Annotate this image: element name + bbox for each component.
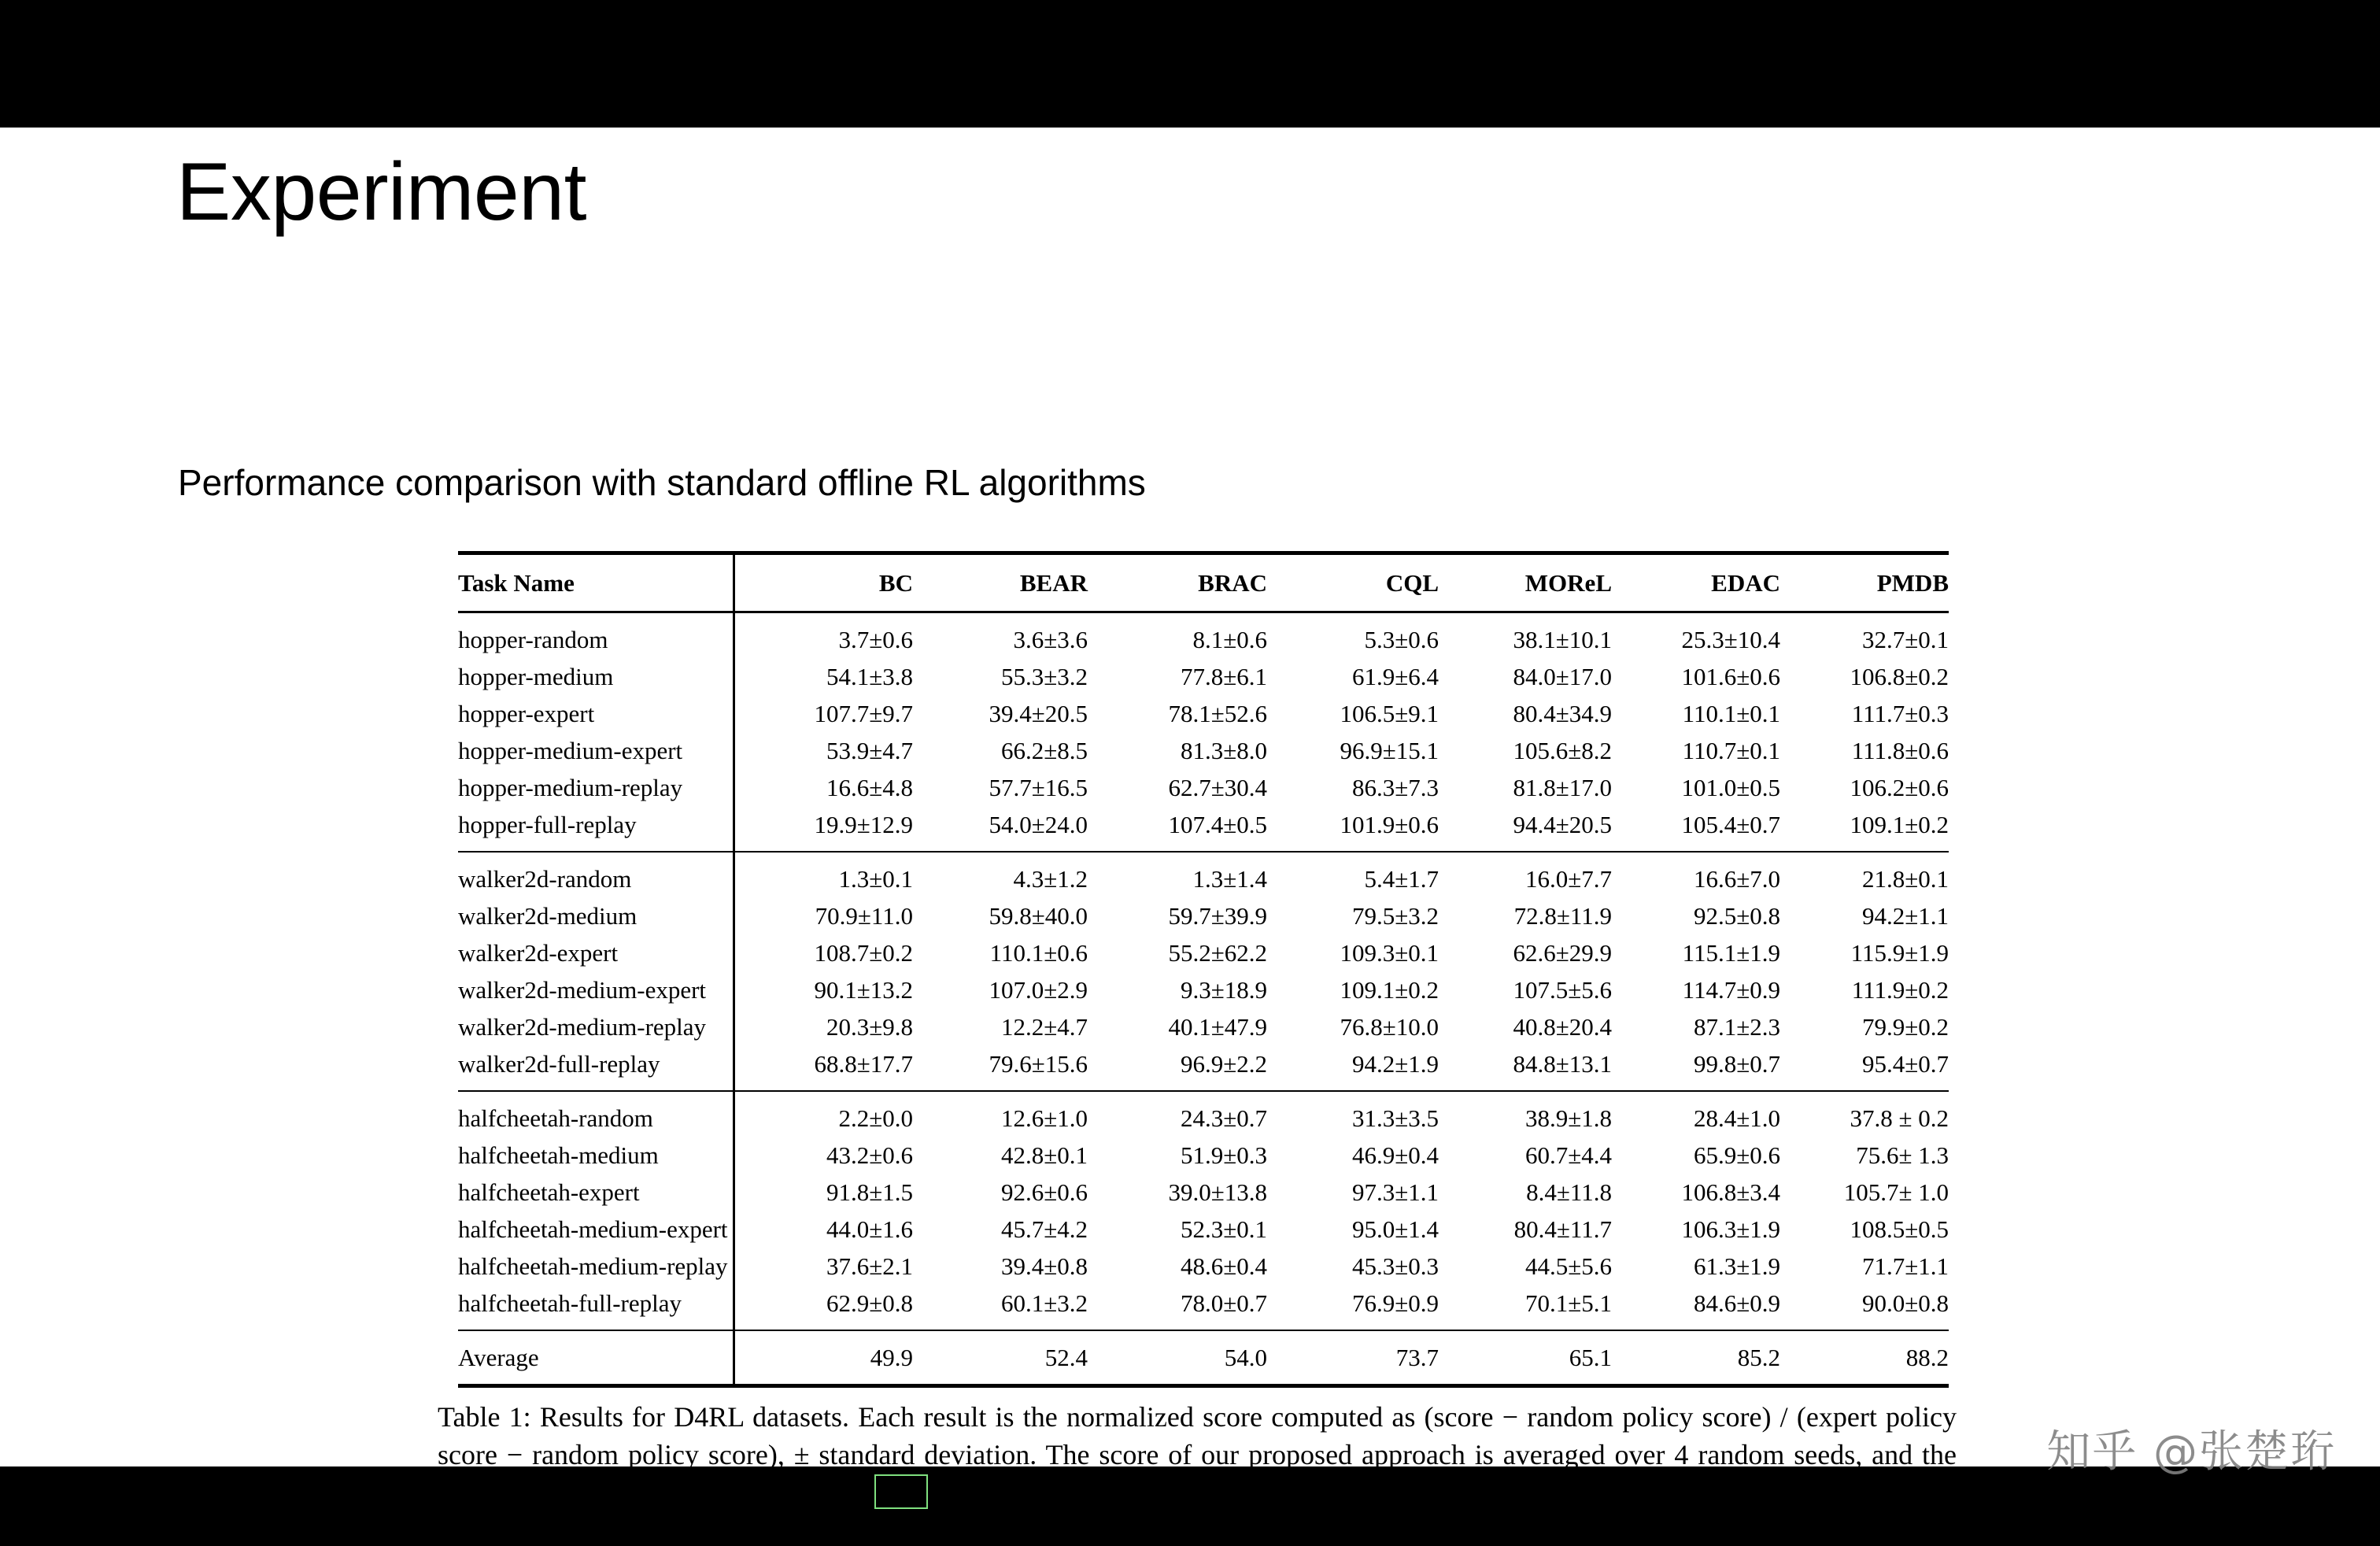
score-cell: 110.7±0.1 [1682, 737, 1780, 764]
score-cell: 115.9±1.9 [1850, 939, 1949, 967]
task-name-cell: walker2d-medium-expert [458, 976, 707, 1004]
column-header-brac: BRAC [1198, 569, 1267, 597]
score-cell: 97.3±1.1 [1351, 1178, 1439, 1206]
score-cell: 66.2±8.5 [1000, 737, 1088, 764]
results-figure [438, 551, 1957, 1511]
score-cell: 71.7±1.1 [1861, 1252, 1949, 1280]
score-cell: 20.3±9.8 [734, 1008, 913, 1045]
score-cell: 108.7±0.2 [734, 934, 913, 971]
score-cell: 55.3±3.2 [1000, 663, 1088, 690]
table-rule [458, 1386, 1949, 1389]
score-cell: 59.7±39.9 [1168, 902, 1267, 930]
score-cell: 79.5±3.2 [1351, 902, 1439, 930]
score-cell: 105.7± 1.0 [1843, 1178, 1949, 1206]
score-cell: 111.8±0.6 [1851, 737, 1949, 764]
score-cell: 25.3±10.4 [1681, 626, 1780, 653]
score-cell: 107.5±5.6 [1513, 976, 1612, 1004]
column-header-bear: BEAR [1019, 569, 1088, 597]
score-cell: 84.8±13.1 [1513, 1050, 1612, 1078]
score-cell: 70.9±11.0 [734, 897, 913, 934]
task-name-cell: halfcheetah-medium [458, 1141, 659, 1169]
caption-text-part2: . [927, 1476, 935, 1508]
score-cell: 77.8±6.1 [1180, 663, 1267, 690]
task-name-cell: halfcheetah-medium-expert [458, 1215, 728, 1243]
score-cell: 38.1±10.1 [1513, 626, 1612, 653]
score-cell: 43.2±0.6 [734, 1137, 913, 1174]
task-name-cell: halfcheetah-medium-replay [458, 1252, 728, 1280]
score-cell: 84.6±0.9 [1693, 1289, 1780, 1317]
score-cell: 42.8±0.1 [1000, 1141, 1088, 1169]
score-cell: 5.4±1.7 [1364, 865, 1439, 893]
table-row [458, 806, 1949, 852]
score-cell: 48.6±0.4 [1180, 1252, 1267, 1280]
score-cell: 111.7±0.3 [1851, 700, 1949, 727]
score-cell: 106.8±0.2 [1850, 663, 1949, 690]
score-cell: 101.6±0.6 [1681, 663, 1780, 690]
table-caption [438, 1399, 1957, 1511]
column-header-edac: EDAC [1711, 569, 1780, 597]
score-cell: 44.0±1.6 [734, 1211, 913, 1248]
score-cell: 84.0±17.0 [1513, 663, 1612, 690]
table-row [458, 897, 1949, 934]
score-cell: 114.7±0.9 [1682, 976, 1780, 1004]
score-cell: 72.8±11.9 [1513, 902, 1612, 930]
score-cell: 62.7±30.4 [1168, 774, 1267, 801]
score-cell: 109.3±0.1 [1340, 939, 1439, 967]
task-name-cell: hopper-random [458, 626, 608, 653]
results-table [458, 551, 1949, 1388]
score-cell: 99.8±0.7 [1693, 1050, 1780, 1078]
caption-label: Table 1: [438, 1401, 531, 1433]
score-cell: 91.8±1.5 [734, 1174, 913, 1211]
task-name-cell: walker2d-expert [458, 939, 619, 967]
task-name-cell: halfcheetah-random [458, 1104, 653, 1132]
task-name-cell: hopper-full-replay [458, 811, 637, 838]
score-cell: 90.1±13.2 [734, 971, 913, 1008]
score-cell: 1.3±1.4 [1192, 865, 1267, 893]
score-cell: 39.4±0.8 [1000, 1252, 1088, 1280]
table-row [458, 1285, 1949, 1330]
table-header-row [458, 555, 1949, 612]
score-cell: 78.1±52.6 [1168, 700, 1267, 727]
score-cell: 94.2±1.9 [1351, 1050, 1439, 1078]
score-cell: 81.3±8.0 [1180, 737, 1267, 764]
score-cell: 68.8±17.7 [734, 1045, 913, 1091]
score-cell: 80.4±34.9 [1513, 700, 1612, 727]
table-row [458, 971, 1949, 1008]
score-cell: 39.4±20.5 [989, 700, 1088, 727]
score-cell: 12.6±1.0 [1000, 1104, 1088, 1132]
column-header-pmdb: PMDB [1876, 569, 1949, 597]
average-score-cell: 88.2 [1905, 1344, 1949, 1371]
task-name-cell: hopper-medium-expert [458, 737, 683, 764]
score-cell: 59.8±40.0 [989, 902, 1088, 930]
score-cell: 1.3±0.1 [734, 853, 913, 897]
score-cell: 79.9±0.2 [1861, 1013, 1949, 1041]
score-cell: 81.8±17.0 [1513, 774, 1612, 801]
slide-subtitle: Performance comparison with standard offline RL algorithms [178, 462, 1146, 503]
average-score-cell: 49.9 [734, 1331, 913, 1386]
score-cell: 60.7±4.4 [1524, 1141, 1612, 1169]
citation-link[interactable]: [13] [874, 1474, 928, 1509]
table-row [458, 1211, 1949, 1248]
score-cell: 110.1±0.1 [1682, 700, 1780, 727]
table-row [458, 1137, 1949, 1174]
score-cell: 95.4±0.7 [1861, 1050, 1949, 1078]
score-cell: 54.0±24.0 [989, 811, 1088, 838]
score-cell: 54.1±3.8 [734, 658, 913, 695]
average-score-cell: 54.0 [1224, 1344, 1267, 1371]
score-cell: 45.3±0.3 [1351, 1252, 1439, 1280]
score-cell: 38.9±1.8 [1524, 1104, 1612, 1132]
column-header-bc: BC [734, 555, 913, 612]
task-name-cell: walker2d-full-replay [458, 1050, 660, 1078]
score-cell: 65.9±0.6 [1693, 1141, 1780, 1169]
caption-text-part1: Results for D4RL datasets. Each result is the normalized score computed as (score − random policy score) / (expert policy score − random policy score), ± standard deviation. The score of our proposed approach is averaged over 4 random seeds, and the results of the baselines are taken from [438, 1401, 1957, 1508]
score-cell: 94.2±1.1 [1861, 902, 1949, 930]
score-cell: 105.6±8.2 [1513, 737, 1612, 764]
table-row [458, 732, 1949, 769]
score-cell: 76.9±0.9 [1351, 1289, 1439, 1317]
score-cell: 86.3±7.3 [1351, 774, 1439, 801]
score-cell: 19.9±12.9 [734, 806, 913, 852]
score-cell: 92.6±0.6 [1000, 1178, 1088, 1206]
score-cell: 39.0±13.8 [1168, 1178, 1267, 1206]
score-cell: 109.1±0.2 [1340, 976, 1439, 1004]
task-name-cell: walker2d-medium-replay [458, 1013, 707, 1041]
score-cell: 16.6±4.8 [734, 769, 913, 806]
score-cell: 92.5±0.8 [1693, 902, 1780, 930]
score-cell: 16.6±7.0 [1693, 865, 1780, 893]
score-cell: 61.9±6.4 [1351, 663, 1439, 690]
score-cell: 53.9±4.7 [734, 732, 913, 769]
score-cell: 5.3±0.6 [1364, 626, 1439, 653]
score-cell: 106.5±9.1 [1340, 700, 1439, 727]
score-cell: 61.3±1.9 [1693, 1252, 1780, 1280]
score-cell: 31.3±3.5 [1351, 1104, 1439, 1132]
table-row [458, 1045, 1949, 1091]
score-cell: 51.9±0.3 [1180, 1141, 1267, 1169]
task-name-cell: walker2d-medium [458, 902, 638, 930]
score-cell: 4.3±1.2 [1013, 865, 1088, 893]
table-row [458, 658, 1949, 695]
score-cell: 94.4±20.5 [1513, 811, 1612, 838]
score-cell: 80.4±11.7 [1513, 1215, 1612, 1243]
score-cell: 75.6± 1.3 [1856, 1141, 1949, 1169]
score-cell: 95.0±1.4 [1351, 1215, 1439, 1243]
score-cell: 12.2±4.7 [1000, 1013, 1088, 1041]
score-cell: 45.7±4.2 [1000, 1215, 1088, 1243]
score-cell: 3.7±0.6 [734, 613, 913, 658]
score-cell: 32.7±0.1 [1861, 626, 1949, 653]
page-title: Experiment [176, 146, 586, 238]
score-cell: 96.9±15.1 [1340, 737, 1439, 764]
score-cell: 52.3±0.1 [1180, 1215, 1267, 1243]
score-cell: 70.1±5.1 [1524, 1289, 1612, 1317]
score-cell: 40.8±20.4 [1513, 1013, 1612, 1041]
score-cell: 115.1±1.9 [1682, 939, 1780, 967]
average-score-cell: 73.7 [1395, 1344, 1439, 1371]
score-cell: 87.1±2.3 [1693, 1013, 1780, 1041]
score-cell: 110.1±0.6 [989, 939, 1088, 967]
letterbox-top-bar [0, 0, 2380, 128]
average-score-cell: 52.4 [1044, 1344, 1088, 1371]
score-cell: 76.8±10.0 [1340, 1013, 1439, 1041]
score-cell: 106.2±0.6 [1850, 774, 1949, 801]
score-cell: 96.9±2.2 [1180, 1050, 1267, 1078]
average-score-cell: 85.2 [1737, 1344, 1780, 1371]
score-cell: 101.0±0.5 [1681, 774, 1780, 801]
table-row [458, 853, 1949, 897]
score-cell: 106.3±1.9 [1681, 1215, 1780, 1243]
score-cell: 107.4±0.5 [1168, 811, 1267, 838]
table-row [458, 934, 1949, 971]
score-cell: 3.6±3.6 [1013, 626, 1088, 653]
score-cell: 105.4±0.7 [1681, 811, 1780, 838]
task-name-cell: halfcheetah-expert [458, 1178, 640, 1206]
average-label-cell: Average [458, 1344, 539, 1371]
score-cell: 62.6±29.9 [1513, 939, 1612, 967]
table-row [458, 1092, 1949, 1137]
table-row [458, 1008, 1949, 1045]
score-cell: 44.5±5.6 [1524, 1252, 1612, 1280]
score-cell: 79.6±15.6 [989, 1050, 1088, 1078]
score-cell: 28.4±1.0 [1693, 1104, 1780, 1132]
table-row [458, 1174, 1949, 1211]
table-average-row [458, 1331, 1949, 1386]
column-header-task-name: Task Name [458, 569, 575, 597]
task-name-cell: hopper-expert [458, 700, 595, 727]
average-score-cell: 65.1 [1569, 1344, 1612, 1371]
score-cell: 107.0±2.9 [989, 976, 1088, 1004]
score-cell: 57.7±16.5 [989, 774, 1088, 801]
score-cell: 37.8 ± 0.2 [1850, 1104, 1949, 1132]
score-cell: 111.9±0.2 [1851, 976, 1949, 1004]
score-cell: 109.1±0.2 [1850, 811, 1949, 838]
score-cell: 8.1±0.6 [1192, 626, 1267, 653]
score-cell: 40.1±47.9 [1168, 1013, 1267, 1041]
table-row [458, 769, 1949, 806]
score-cell: 55.2±62.2 [1168, 939, 1267, 967]
table-row [458, 1248, 1949, 1285]
score-cell: 60.1±3.2 [1000, 1289, 1088, 1317]
task-name-cell: hopper-medium [458, 663, 614, 690]
score-cell: 90.0±0.8 [1861, 1289, 1949, 1317]
score-cell: 37.6±2.1 [734, 1248, 913, 1285]
table-row [458, 695, 1949, 732]
score-cell: 46.9±0.4 [1351, 1141, 1439, 1169]
task-name-cell: halfcheetah-full-replay [458, 1289, 682, 1317]
score-cell: 78.0±0.7 [1180, 1289, 1267, 1317]
score-cell: 62.9±0.8 [734, 1285, 913, 1330]
score-cell: 107.7±9.7 [734, 695, 913, 732]
score-cell: 8.4±11.8 [1526, 1178, 1612, 1206]
task-name-cell: hopper-medium-replay [458, 774, 683, 801]
column-header-cql: CQL [1385, 569, 1439, 597]
score-cell: 101.9±0.6 [1340, 811, 1439, 838]
task-name-cell: walker2d-random [458, 865, 632, 893]
score-cell: 16.0±7.7 [1524, 865, 1612, 893]
score-cell: 21.8±0.1 [1861, 865, 1949, 893]
score-cell: 2.2±0.0 [734, 1092, 913, 1137]
column-header-morel: MOReL [1524, 569, 1612, 597]
score-cell: 24.3±0.7 [1180, 1104, 1267, 1132]
score-cell: 106.8±3.4 [1681, 1178, 1780, 1206]
zhihu-watermark: 知乎 @张楚珩 [2046, 1426, 2336, 1478]
score-cell: 9.3±18.9 [1180, 976, 1267, 1004]
table-row [458, 613, 1949, 658]
score-cell: 108.5±0.5 [1850, 1215, 1949, 1243]
